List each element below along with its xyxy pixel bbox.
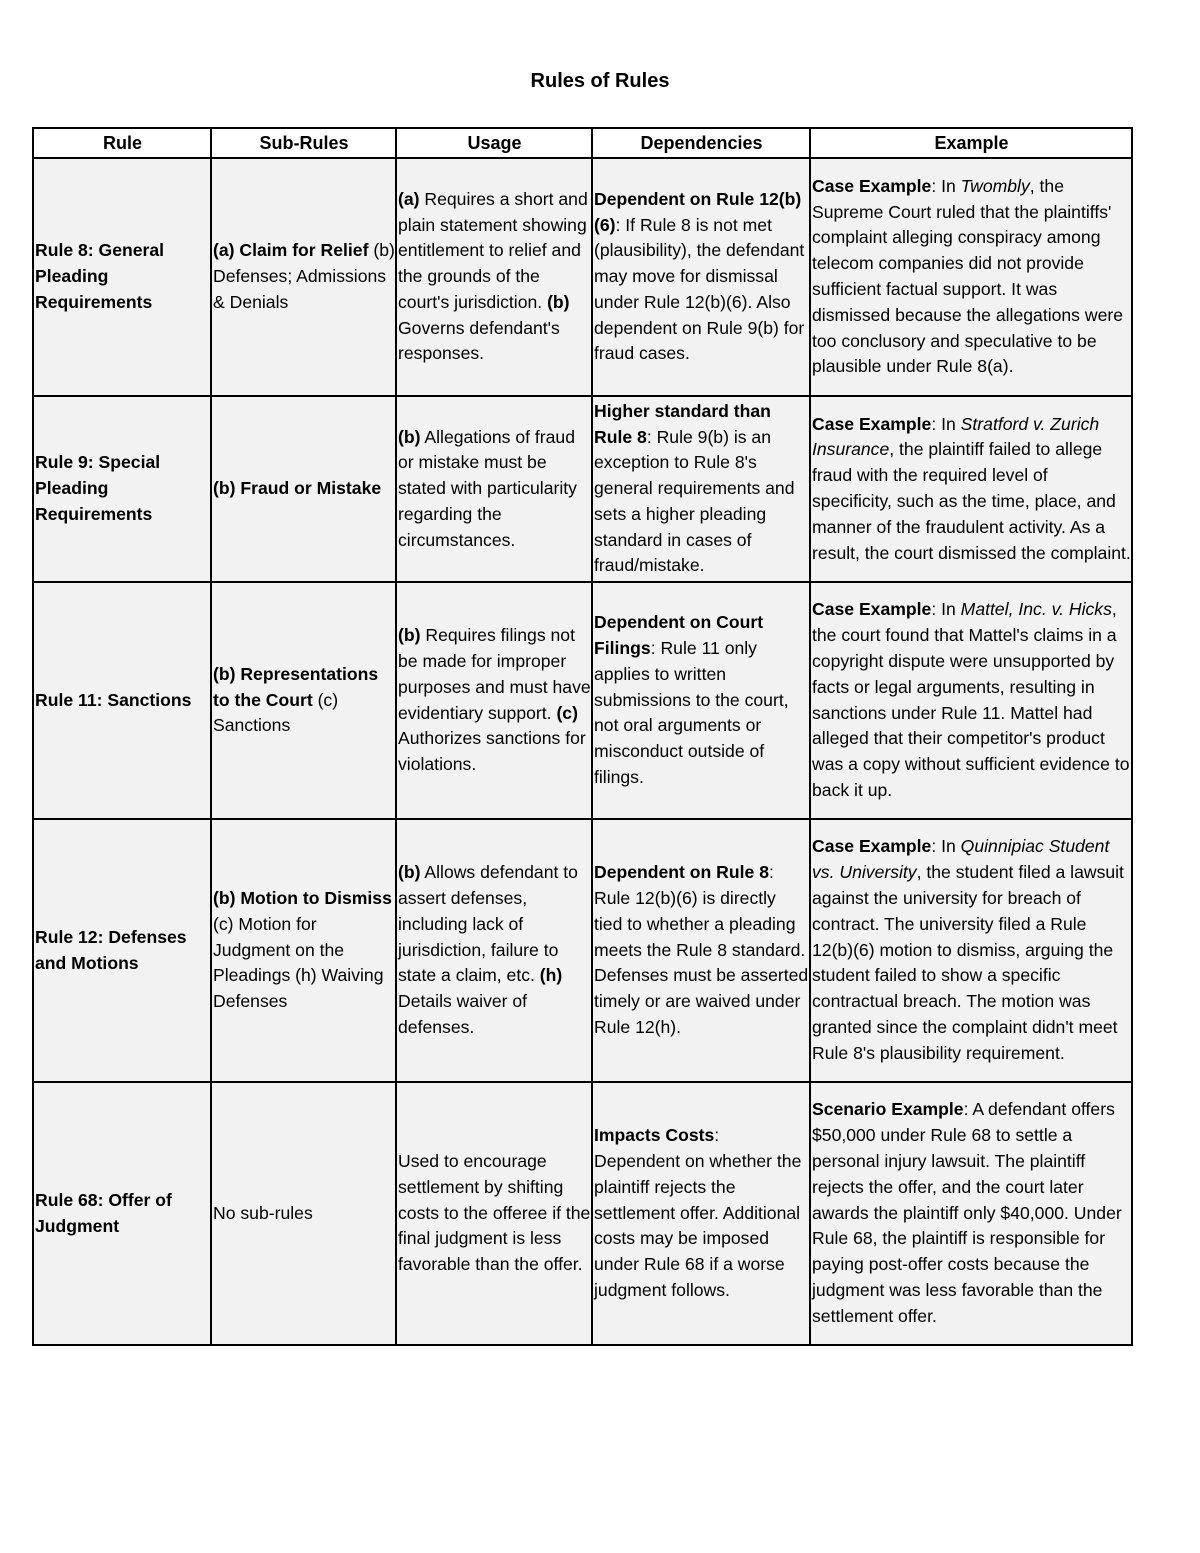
bold-label: Dependent on Court Filings (594, 612, 764, 658)
bold-label: (b) (547, 291, 570, 312)
sub-rules-cell (211, 1082, 396, 1345)
usage-cell (396, 158, 592, 396)
rule-cell: Rule 68: Offer of Judgment (33, 1082, 211, 1345)
table-header-row (33, 128, 1132, 158)
cell-text: : Rule 11 only applies to written submissions to the court, not oral arguments or misconduct outside of filings. (594, 638, 789, 787)
column-header-rule: Rule (33, 128, 211, 158)
dependencies-cell (592, 1082, 810, 1345)
bold-label: (h) (539, 965, 563, 986)
bold-label: (a) (398, 188, 420, 209)
usage-cell (396, 582, 592, 819)
page-title: Rules of Rules (530, 70, 670, 92)
case-name: Quinnipiac Student vs. University (812, 836, 1110, 883)
example-cell (810, 1082, 1132, 1345)
rule-cell: Rule 8: General Pleading Requirements (33, 158, 211, 396)
cell-text: : In (931, 836, 961, 857)
table-row (33, 396, 1132, 582)
case-name: Stratford v. Zurich Insurance (812, 413, 1100, 460)
example-cell (810, 396, 1132, 582)
column-header-dependencies: Dependencies (592, 128, 810, 158)
bold-label: Dependent on Rule 8 (594, 862, 769, 883)
sub-rules-cell (211, 396, 396, 582)
sub-rules-cell (211, 582, 396, 819)
table-row (33, 819, 1132, 1082)
example-cell (810, 582, 1132, 819)
rule-cell: Rule 12: Defenses and Motions (33, 819, 211, 1082)
usage-cell (396, 1082, 592, 1345)
column-header-example: Example (810, 128, 1132, 158)
bold-label: (c) (556, 702, 578, 723)
cell-text: Requires a short and plain statement showing entitlement to relief and the grounds of the court's jurisdiction. (398, 188, 588, 312)
sub-rules-cell (211, 158, 396, 396)
cell-text: : Rule 12(b)(6) is directly tied to whether a pleading meets the Rule 8 standard. Defenses must be asserted timely or are waived under Rule 12(h). (594, 862, 809, 1037)
case-name: Mattel, Inc. v. Hicks (960, 599, 1112, 620)
bold-label: (b) (398, 862, 421, 883)
cell-text: : In (931, 599, 961, 620)
cell-text: No sub-rules (213, 1202, 313, 1223)
usage-cell (396, 819, 592, 1082)
cell-text: Authorizes sanctions for violations. (398, 728, 586, 775)
bold-label: Case Example (812, 175, 932, 196)
example-cell (810, 819, 1132, 1082)
table-row (33, 158, 1132, 396)
cell-text: : Rule 9(b) is an exception to Rule 8's general requirements and sets a higher pleading standard in cases of fraud/mistake. (594, 426, 795, 576)
cell-text: Allegations of fraud or mistake must be stated with particularity regarding the circumstances. (398, 426, 577, 550)
table-row (33, 582, 1132, 819)
example-cell (810, 158, 1132, 396)
cell-text: Governs defendant's responses. (398, 317, 560, 364)
bold-label: Case Example (812, 836, 932, 857)
bold-label: Impacts Costs (594, 1125, 715, 1146)
sub-rules-cell (211, 819, 396, 1082)
bold-label: Case Example (812, 413, 932, 434)
cell-text: : In (931, 413, 961, 434)
cell-text: Details waiver of defenses. (398, 991, 528, 1037)
usage-cell (396, 396, 592, 582)
cell-text: , the plaintiff failed to allege fraud with the required level of specificity, such as the time, place, and manner of the fraudulent activity. As a result, the court dismissed the complaint. (812, 439, 1131, 563)
cell-text: (c) Sanctions (213, 689, 339, 736)
bold-label: (b) Fraud or Mistake (213, 478, 382, 499)
cell-text: : Dependent on whether the plaintiff rejects the settlement offer. Additional costs may be imposed under Rule 68 if a worse judgment follows. (594, 1125, 802, 1300)
bold-label: (b) (398, 625, 421, 646)
cell-text: Used to encourage settlement by shifting costs to the offeree if the final judgment is less favorable than the offer. (398, 1151, 591, 1275)
rule-cell: Rule 11: Sanctions (33, 582, 211, 819)
bold-label: Dependent on Rule 12(b)(6) (594, 188, 802, 235)
rule-cell: Rule 9: Special Pleading Requirements (33, 396, 211, 582)
cell-text: (b) Defenses; Admissions & Denials (213, 240, 395, 312)
bold-label: Higher standard than Rule 8 (594, 400, 771, 447)
bold-label: (b) Representations to the Court (213, 663, 379, 710)
bold-label: (b) Motion to Dismiss (213, 888, 392, 908)
dependencies-cell (592, 158, 810, 396)
table-row (33, 1082, 1132, 1345)
column-header-usage: Usage (396, 128, 592, 158)
cell-text: , the Supreme Court ruled that the plaintiffs' complaint alleging conspiracy among telecom companies did not provide sufficient factual support. It was dismissed because the allegations were too conclusory and speculative to be plausible under Rule 8(a). (812, 175, 1124, 377)
cell-text: Allows defendant to assert defenses, including lack of jurisdiction, failure to state a claim, etc. (398, 862, 578, 986)
column-header-sub-rules: Sub-Rules (211, 128, 396, 158)
dependencies-cell (592, 582, 810, 819)
cell-text: : If Rule 8 is not met (plausibility), the defendant may move for dismissal under Rule 12(b)(6). Also dependent on Rule 9(b) for fraud cases. (594, 214, 805, 364)
dependencies-cell (592, 396, 810, 582)
case-name: Twombly (960, 175, 1030, 196)
cell-text: Requires filings not be made for improper purposes and must have evidentiary support. (398, 625, 591, 723)
bold-label: Scenario Example (812, 1099, 964, 1120)
bold-label: (a) Claim for Relief (213, 240, 369, 261)
cell-text: , the student filed a lawsuit against the university for breach of contract. The university filed a Rule 12(b)(6) motion to dismiss, arguing the student failed to show a specific contractual breach. The motion was granted since the complaint didn't meet Rule 8's plausibility requirement. (812, 862, 1124, 1063)
cell-text: : A defendant offers $50,000 under Rule 68 to settle a personal injury lawsuit. The plaintiff rejects the offer, and the court later awards the plaintiff only $40,000. Under Rule 68, the plaintiff is responsible for paying post-offer costs because the judgment was less favorable than the settlement offer. (812, 1099, 1122, 1326)
cell-text: , the court found that Mattel's claims in a copyright dispute were unsupported by facts or legal arguments, resulting in sanctions under Rule 11. Mattel had alleged that their competitor's product was a copy without sufficient evidence to back it up. (812, 599, 1130, 800)
bold-label: Case Example (812, 599, 932, 620)
dependencies-cell (592, 819, 810, 1082)
bold-label: (b) (398, 426, 421, 447)
cell-text: (c) Motion for Judgment on the Pleadings (h) Waiving Defenses (213, 913, 384, 1012)
rules-table (32, 127, 1133, 1346)
cell-text: : In (931, 175, 961, 196)
